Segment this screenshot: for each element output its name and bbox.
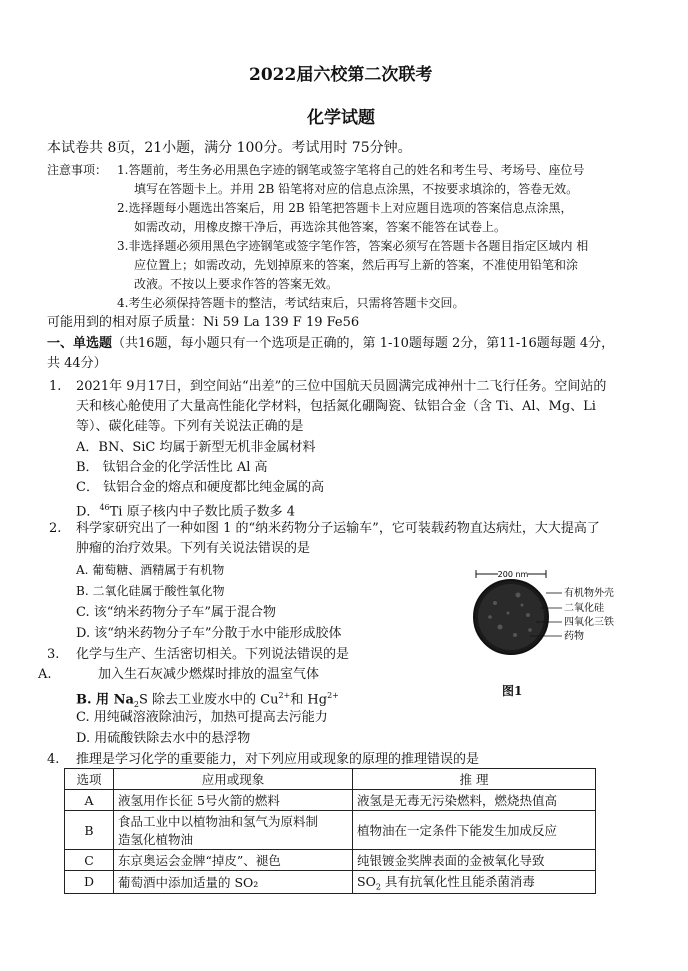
figure-nanocarrier xyxy=(470,565,670,700)
row-application: 葡萄酒中添加适量的 SO₂ xyxy=(114,871,353,894)
q3-option-b-charge-1: 2+ xyxy=(278,691,291,700)
notice-label: 注意事项： xyxy=(47,163,108,177)
q3-option-c: C. 用纯碱溶液除油污，加热可提高去污能力 xyxy=(76,710,328,725)
q1-option-b: B． 钛铝合金的化学活性比 Al 高 xyxy=(76,460,268,475)
q1-option-d xyxy=(76,498,295,521)
exam-title: 2022届六校第二次联考 xyxy=(249,65,433,85)
q2-number: 2. xyxy=(49,521,62,536)
q2-option-a: A. 葡萄糖、酒精属于有机物 xyxy=(76,563,225,577)
q1-option-a: A．BN、SiC 均属于新型无机非金属材料 xyxy=(76,440,316,455)
q3-option-b-charge-2: 2+ xyxy=(327,691,339,700)
q1-option-d-letter: D． xyxy=(76,504,100,520)
section-desc-1: （共16题，每小题只有一个选项是正确的，第 1-10题每题 2分，第11-16题每题 4分， xyxy=(112,336,615,351)
nanocarrier-diagram xyxy=(470,565,670,680)
row-reasoning: 液氢是无毒无污染燃料，燃烧热值高 xyxy=(353,790,596,811)
header-option: 选项 xyxy=(65,769,114,790)
q1-option-c: C． 钛铝合金的熔点和硬度都比纯金属的高 xyxy=(76,480,325,495)
q4-stem: 推理是学习化学的重要能力，对下列应用或现象的原理的推理错误的是 xyxy=(76,752,480,767)
table-row xyxy=(65,871,596,894)
q4-number: 4. xyxy=(47,752,60,767)
row-application: 液氢用作长征 5号火箭的燃料 xyxy=(114,790,353,811)
q2-option-c: C. 该“纳米药物分子车”属于混合物 xyxy=(76,605,277,620)
label-organic-shell: 有机物外壳 xyxy=(564,588,614,599)
notice-line-1: 1.答题前，考生务必用黑色字迹的钢笔或签字笔将自己的姓名和考生号、考场号、座位号 xyxy=(117,163,585,177)
row-application: 东京奥运会金牌“掉皮”、褪色 xyxy=(114,850,353,871)
row-application-line-1: 食品工业中以植物油和氢气为原料制 xyxy=(118,814,319,829)
label-silica: 二氧化硅 xyxy=(564,603,604,614)
row-option: D xyxy=(65,871,114,894)
atomic-masses: 可能用到的相对原子质量：Ni 59 La 139 F 19 Fe56 xyxy=(47,315,360,330)
exam-intro: 本试卷共 8页，21小题，满分 100分。考试用时 75分钟。 xyxy=(47,140,412,156)
q3-option-a-letter: A. xyxy=(38,667,52,682)
row-option: A xyxy=(65,790,114,811)
section-desc-2: 共 44分） xyxy=(47,356,107,371)
q2-option-b: B. 二氧化硅属于酸性氧化物 xyxy=(76,584,225,598)
q1-number: 1. xyxy=(49,379,62,394)
row-reasoning: 纯银镀金奖牌表面的金被氧化导致 xyxy=(353,850,596,871)
q1-stem-3: 等）、碳化硅等。下列有关说法正确的是 xyxy=(76,419,304,434)
q1-option-d-text: Ti 原子核内中子数比质子数多 4 xyxy=(109,504,295,520)
notice-line-6: 应位置上；如需改动，先划掉原来的答案，然后再写上新的答案，不准使用铅笔和涂 xyxy=(134,258,579,272)
header-reasoning: 推 理 xyxy=(353,769,596,790)
row-reasoning: 植物油在一定条件下能发生加成反应 xyxy=(353,811,596,850)
exam-subtitle: 化学试题 xyxy=(307,108,375,128)
section-heading: 一、单选题 xyxy=(47,336,113,351)
label-drug: 药物 xyxy=(564,631,584,642)
q1-stem-1: 2021年 9月17日，到空间站“出差”的三位中国航天员圆满完成神州十二飞行任务。空间站的 xyxy=(76,379,607,394)
table-row xyxy=(65,811,596,850)
row-reasoning-text: 具有抗氧化性且能杀菌消毒 xyxy=(380,874,535,889)
table-row xyxy=(65,850,596,871)
q3-option-a: 加入生石灰减少燃煤时排放的温室气体 xyxy=(98,667,320,682)
header-application: 应用或现象 xyxy=(114,769,353,790)
notice-line-4: 如需改动，用橡皮擦干净后，再选涂其他答案，答案不能答在试卷上。 xyxy=(134,220,507,234)
row-reasoning-subscript: 2 xyxy=(375,882,381,892)
notice-line-5: 3.非选择题必须用黑色字迹钢笔或签字笔作答，答案必须写在答题卡各题目指定区域内 相 xyxy=(117,239,589,253)
q2-stem-2: 肿瘤的治疗效果。下列有关说法错误的是 xyxy=(76,541,311,556)
section-heading-row xyxy=(47,334,614,353)
q2-stem-1: 科学家研究出了一种如图 1 的“纳米药物分子运输车”，它可装载药物直达病灶，大大提高了 xyxy=(76,521,600,536)
q3-option-b-and: 和 Hg xyxy=(290,692,328,708)
row-option: C xyxy=(65,850,114,871)
q3-option-b-pre: B. 用 Na xyxy=(76,692,134,708)
notice-line-2: 填写在答题卡上。并用 2B 铅笔将对应的信息点涂黑，不按要求填涂的，答卷无效。 xyxy=(134,182,579,196)
notice-line-7: 改液。不按以上要求作答的答案无效。 xyxy=(134,277,339,291)
q1-stem-2: 天和核心舱使用了大量高性能化学材料，包括氮化硼陶瓷、钛铝合金（含 Ti、Al、Mg、Li xyxy=(76,399,596,414)
q3-stem: 化学与生产、生活密切相关。下列说法错误的是 xyxy=(76,647,350,662)
row-reasoning xyxy=(353,871,596,894)
row-application-line-2: 造氢化植物油 xyxy=(118,832,194,847)
q3-option-b-mid: S 除去工业废水中的 Cu xyxy=(138,692,279,708)
row-reasoning-formula: SO xyxy=(357,874,376,889)
q2-option-d: D. 该“纳米药物分子车”分散于水中能形成胶体 xyxy=(76,626,342,641)
scale-label: 200 nm xyxy=(497,570,529,579)
q1-option-d-mass-number: 46 xyxy=(99,503,110,512)
table-header-row xyxy=(65,769,596,790)
row-application xyxy=(114,811,353,850)
table-row xyxy=(65,790,596,811)
q3-option-b-sub: 2 xyxy=(133,699,139,709)
notice-line-3: 2.选择题每小题选出答案后，用 2B 铅笔把答题卡上对应题目选项的答案信息点涂黑， xyxy=(117,201,573,215)
figure-caption: 图1 xyxy=(502,684,523,698)
q3-number: 3. xyxy=(47,647,60,662)
row-option: B xyxy=(65,811,114,850)
label-iron-oxide: 四氧化三铁 xyxy=(564,617,614,628)
notice-line-8: 4.考生必须保持答题卡的整洁，考试结束后，只需将答题卡交回。 xyxy=(117,296,465,310)
q4-table xyxy=(64,768,596,894)
q3-option-d: D. 用硫酸铁除去水中的悬浮物 xyxy=(76,731,251,746)
